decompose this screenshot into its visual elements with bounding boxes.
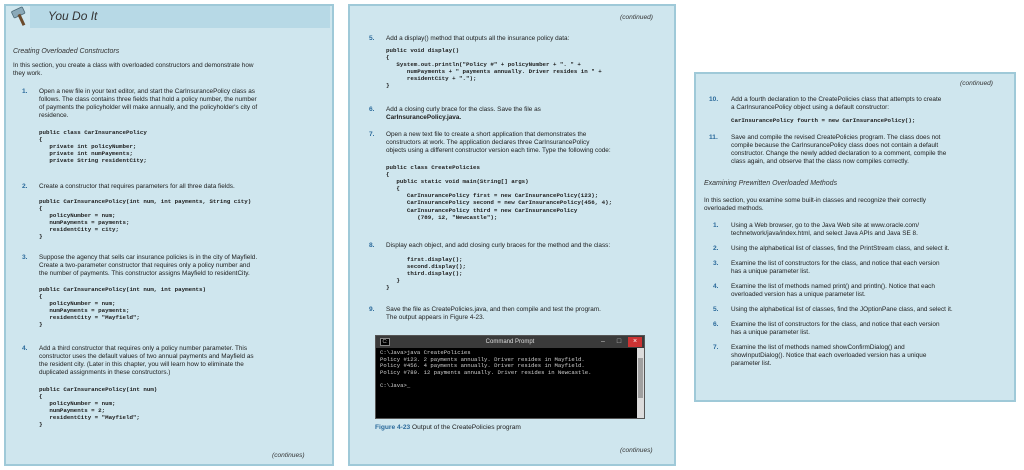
step-number: 2. [713, 245, 719, 252]
step-text: Display each object, and add closing curly braces for the method and the class: [386, 242, 611, 249]
step-text: constructor uses the default values of two annual payments and Mayfield as [39, 353, 254, 360]
step-number: 7. [369, 131, 375, 138]
step-number: 7. [713, 344, 719, 351]
step-number: 1. [22, 88, 28, 95]
step-text: Open a new text file to create a short application that demonstrates the [386, 131, 587, 138]
step-text: duplicated assignments in these constructors.) [39, 369, 171, 376]
step-text: Using a Web browser, go to the Java Web site at www.oracle.com/ [731, 222, 920, 229]
intro-line-1: In this section, you create a class with overloaded constructors and demonstrate how [13, 62, 254, 69]
step-number: 5. [369, 35, 375, 42]
step-text: has a unique parameter list. [731, 268, 810, 275]
step-number: 5. [713, 306, 719, 313]
step-text: Save the file as CreatePolicies.java, and then compile and test the program. [386, 306, 601, 313]
command-prompt-window [375, 335, 645, 419]
intro-line-2: overloaded methods. [704, 205, 764, 212]
continues-label: (continues) [620, 447, 653, 454]
step-number: 6. [369, 106, 375, 113]
step-text: Add a fourth declaration to the CreatePolicies class that attempts to create [731, 96, 942, 103]
step-text: compile because the CarInsurancePolicy class does not contain a default [731, 142, 939, 149]
step-number: 10. [709, 96, 719, 103]
step-text: Open a new file in your text editor, and start the CarInsurancePolicy class as [39, 88, 255, 95]
step-text: Create a constructor that requires parameters for all three data fields. [39, 183, 235, 190]
section-title: Examining Prewritten Overloaded Methods [704, 180, 838, 187]
step-text: showInputDialog(). Notice that each overloaded version has a unique [731, 352, 927, 359]
step-number: 3. [713, 260, 719, 267]
code-block: public class CarInsurancePolicy { private int policyNumber; private int numPayments; private String residentCity; [39, 129, 147, 165]
step-text: the number of payments. This constructor assigns Mayfield to residentCity. [39, 270, 250, 277]
step-text: the resident city. (Later in this chapter, you will learn how to eliminate the [39, 361, 244, 368]
step-text: CarInsurancePolicy.java. [386, 114, 462, 121]
header-title: You Do It [48, 9, 98, 23]
step-text: Examine the list of methods named showConfirmDialog() and [731, 344, 905, 351]
command-prompt-titlebar [376, 336, 644, 348]
step-text: Examine the list of constructors for the class, and notice that each version [731, 321, 940, 328]
step-text: of payments the policyholder will make annually, and the policyholder's city of [39, 104, 258, 111]
code-block: public void display() { System.out.println("Policy #" + policyNumber + ". " + numPayments + " payments annually. Driver resides in " + residentCity + "."); } [386, 47, 602, 90]
section-title: Creating Overloaded Constructors [13, 48, 120, 55]
step-text: Add a closing curly brace for the class. Save the file as [386, 106, 541, 113]
step-text: Create a two-parameter constructor that requires only a policy number and [39, 262, 250, 269]
figure-label: Figure 4-23 [375, 424, 411, 431]
continues-label: (continues) [272, 452, 305, 459]
step-text: The output appears in Figure 4-23. [386, 314, 485, 321]
intro-line-1: In this section, you examine some built-in classes and recognize their correctly [704, 197, 926, 204]
step-text: residence. [39, 112, 69, 119]
step-text: constructors at work. The application declares three CarInsurancePolicy [386, 139, 590, 146]
step-text: parameter list. [731, 360, 772, 367]
step-text: has a unique parameter list. [731, 329, 810, 336]
close-button[interactable]: × [628, 337, 642, 347]
code-block: first.display(); second.display(); third.display(); } } [386, 256, 467, 292]
step-number: 8. [369, 242, 375, 249]
step-number: 2. [22, 183, 28, 190]
console-output: C:\Java>java CreatePolicies Policy #123. 2 payments annually. Driver resides in Mayfield. Policy #456. 4 payments annually. Driver resides in Mayfield. Policy #789. 12 payments annually. Driver resides in Newcastle. C:\Java>_ [380, 349, 592, 389]
step-text: constructor. Change the newly added declaration to a comment, compile the [731, 150, 947, 157]
step-number: 9. [369, 306, 375, 313]
window-title: Command Prompt [485, 339, 535, 345]
step-text: Save and compile the revised CreatePolicies program. The class does not [731, 134, 941, 141]
intro-line-2: they work. [13, 70, 43, 77]
code-block: public CarInsurancePolicy(int num) { policyNumber = num; numPayments = 2; residentCity = "Mayfield"; } [39, 386, 158, 429]
step-number: 4. [713, 283, 719, 290]
step-text: overloaded version has a unique parameter list. [731, 291, 866, 298]
code-block: public CarInsurancePolicy(int num, int payments, String city) { policyNumber = num; numPayments = payments; residentCity = city; } [39, 198, 252, 241]
step-number: 4. [22, 345, 28, 352]
figure-caption-text: Output of the CreatePolicies program [412, 424, 521, 431]
step-text: Using the alphabetical list of classes, find the PrintStream class, and select it. [731, 245, 950, 252]
code-block: public class CreatePolicies { public static void main(String[] args) { CarInsurancePolicy first = new CarInsurancePolicy(123); CarInsurancePolicy second = new CarInsurancePolicy(456, 4); CarInsurancePolicy third = new CarInsurancePolicy (789, 12, "Newcastle"); [386, 164, 613, 221]
step-text: Suppose the agency that sells car insurance policies is in the city of Mayfield. [39, 254, 258, 261]
step-text: class again, and observe that the class now compiles correctly. [731, 158, 909, 165]
step-text: objects using a different constructor version each time. Type the following code: [386, 147, 611, 154]
step-text: Add a third constructor that requires only a policy number parameter. This [39, 345, 248, 352]
step-text: Using the alphabetical list of classes, find the JOptionPane class, and select it. [731, 306, 953, 313]
step-text: Add a display() method that outputs all the insurance policy data: [386, 35, 570, 42]
scrollbar-thumb[interactable] [638, 358, 643, 398]
minimize-button[interactable]: – [601, 338, 605, 345]
step-text: Examine the list of methods named print() and println(). Notice that each [731, 283, 935, 290]
terminal-icon: C: [380, 338, 390, 346]
step-number: 6. [713, 321, 719, 328]
code-block: public CarInsurancePolicy(int num, int payments) { policyNumber = num; numPayments = payments; residentCity = "Mayfield"; } [39, 286, 206, 329]
maximize-button[interactable]: □ [616, 338, 622, 345]
code-block: CarInsurancePolicy fourth = new CarInsurancePolicy(); [731, 117, 916, 124]
step-number: 1. [713, 222, 719, 229]
step-text: Examine the list of constructors for the class, and notice that each version [731, 260, 940, 267]
step-number: 11. [709, 134, 718, 141]
step-text: follows. The class contains three fields that hold a policy number, the number [39, 96, 257, 103]
hammer-icon [10, 5, 34, 27]
step-text: technetwork/java/index.html, and select Java APIs and Java SE 8. [731, 230, 918, 237]
continued-label: (continued) [620, 14, 653, 21]
figure-caption [375, 424, 521, 431]
step-text: a CarInsurancePolicy object using a default constructor: [731, 104, 890, 111]
step-number: 3. [22, 254, 28, 261]
continued-label: (continued) [960, 80, 993, 87]
